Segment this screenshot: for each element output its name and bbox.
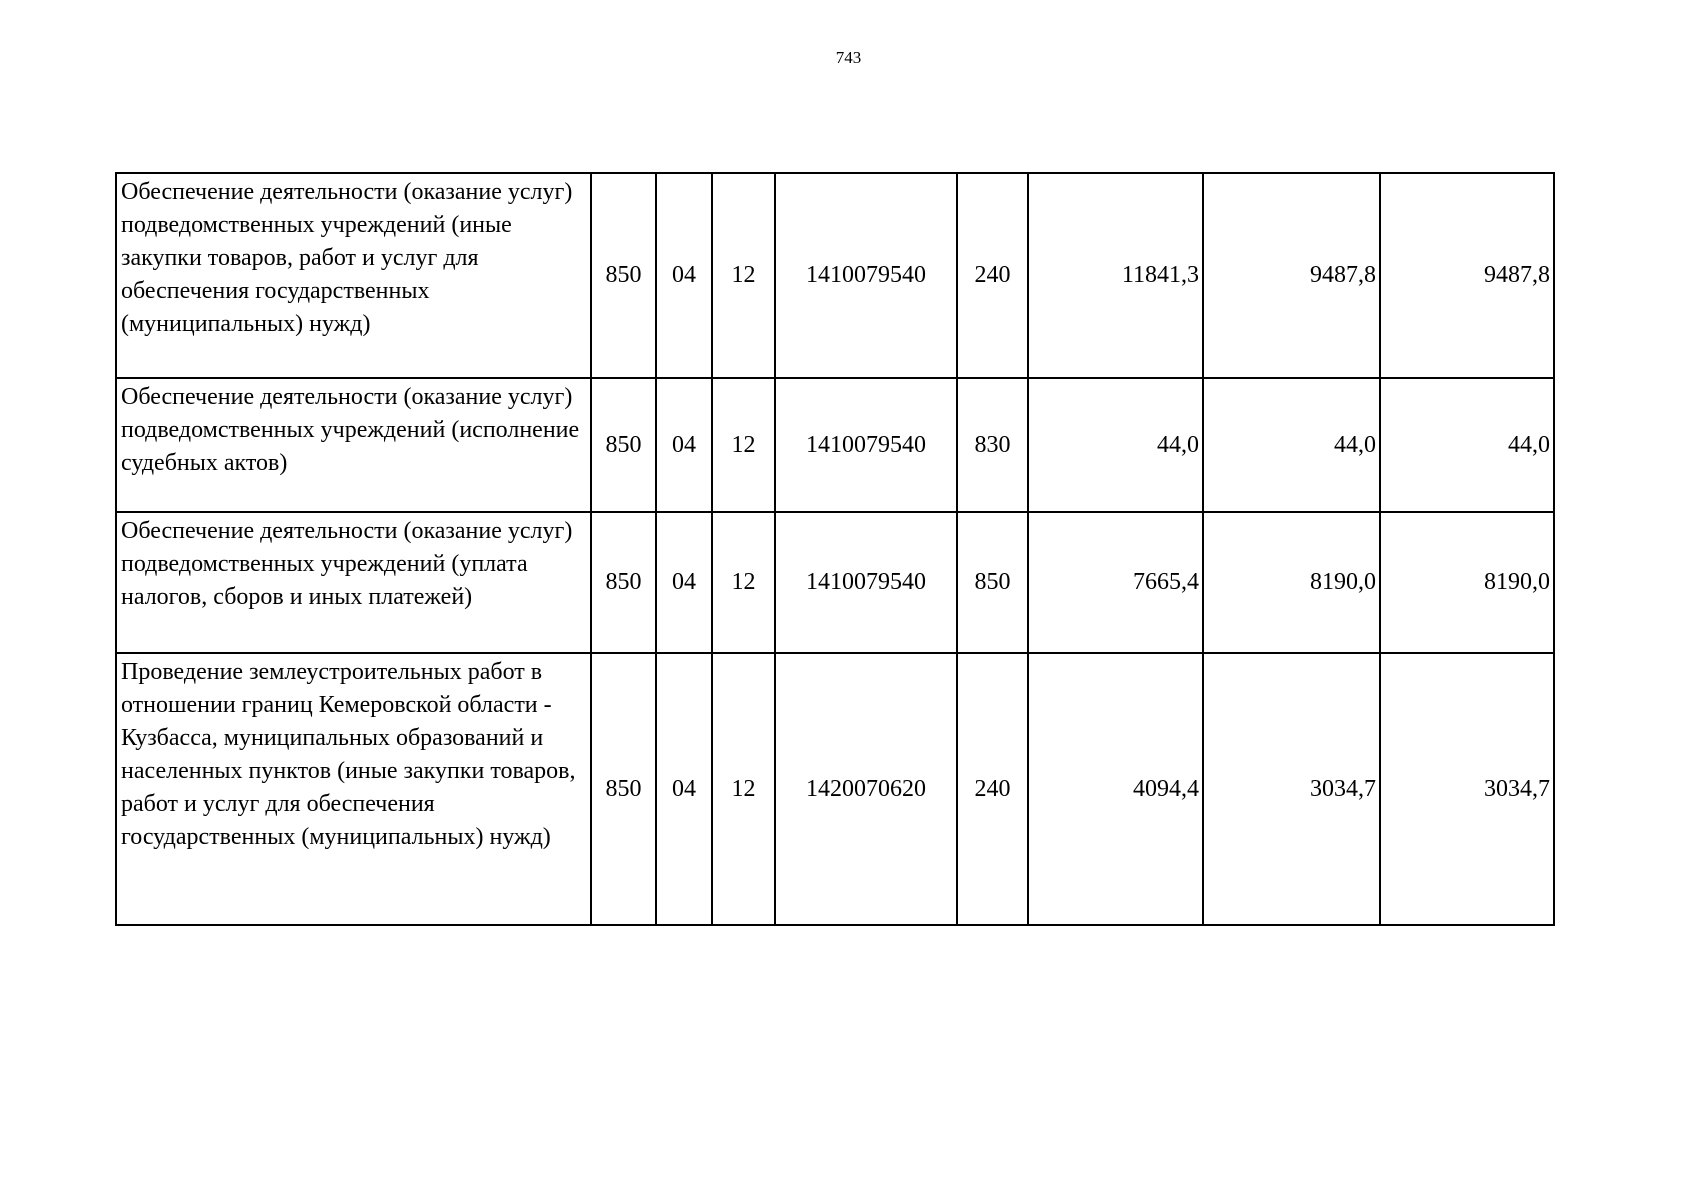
amount-3: 3034,7 (1380, 653, 1554, 925)
amount-3: 44,0 (1380, 378, 1554, 512)
subsection-code: 12 (712, 173, 775, 378)
budget-table (115, 172, 1555, 926)
amount-1: 11841,3 (1028, 173, 1203, 378)
row-description: Проведение землеустроительных работ в отношении границ Кемеровской области - Кузбасса, муниципальных образований и населенных пунктов (иные закупки товаров, работ и услуг для обеспечения государственных (муниципальных) нужд) (116, 653, 591, 925)
section-code: 04 (656, 512, 712, 653)
subsection-code: 12 (712, 653, 775, 925)
row-description: Обеспечение деятельности (оказание услуг) подведомственных учреждений (исполнение судебных актов) (116, 378, 591, 512)
table-row (116, 653, 1554, 925)
amount-1: 7665,4 (1028, 512, 1203, 653)
row-description: Обеспечение деятельности (оказание услуг) подведомственных учреждений (уплата налогов, сборов и иных платежей) (116, 512, 591, 653)
amount-2: 9487,8 (1203, 173, 1380, 378)
table-row (116, 378, 1554, 512)
ministry-code: 850 (591, 378, 656, 512)
table-row (116, 512, 1554, 653)
expense-type-code: 240 (957, 173, 1028, 378)
section-code: 04 (656, 378, 712, 512)
ministry-code: 850 (591, 173, 656, 378)
target-article-code: 1420070620 (775, 653, 957, 925)
page-number: 743 (835, 48, 862, 67)
amount-3: 9487,8 (1380, 173, 1554, 378)
amount-1: 44,0 (1028, 378, 1203, 512)
ministry-code: 850 (591, 512, 656, 653)
subsection-code: 12 (712, 512, 775, 653)
section-code: 04 (656, 653, 712, 925)
table-row (116, 173, 1554, 378)
expense-type-code: 850 (957, 512, 1028, 653)
row-description: Обеспечение деятельности (оказание услуг) подведомственных учреждений (иные закупки товаров, работ и услуг для обеспечения государственных (муниципальных) нужд) (116, 173, 591, 378)
target-article-code: 1410079540 (775, 378, 957, 512)
amount-2: 8190,0 (1203, 512, 1380, 653)
amount-2: 44,0 (1203, 378, 1380, 512)
expense-type-code: 830 (957, 378, 1028, 512)
amount-1: 4094,4 (1028, 653, 1203, 925)
section-code: 04 (656, 173, 712, 378)
target-article-code: 1410079540 (775, 512, 957, 653)
expense-type-code: 240 (957, 653, 1028, 925)
amount-3: 8190,0 (1380, 512, 1554, 653)
target-article-code: 1410079540 (775, 173, 957, 378)
ministry-code: 850 (591, 653, 656, 925)
amount-2: 3034,7 (1203, 653, 1380, 925)
subsection-code: 12 (712, 378, 775, 512)
